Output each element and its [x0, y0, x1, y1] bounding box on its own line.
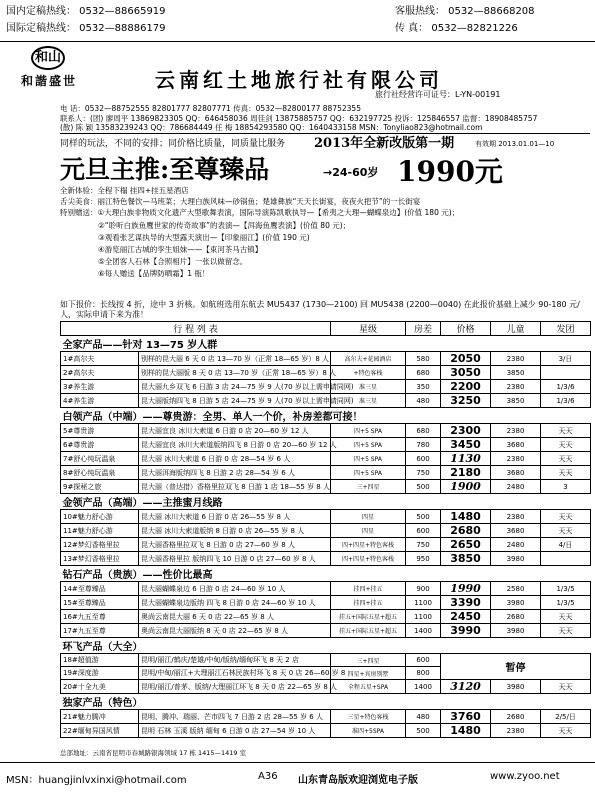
- promo-headline: 元旦主推:至尊臻品: [60, 155, 270, 184]
- validity-date: 有效期 2013.01.01—10: [475, 140, 555, 148]
- row-route-desc: 昆大丽蝴蝶泉边 6 日游 0 店 24—60 岁 10 人: [139, 582, 331, 596]
- row-child-price: 2380: [491, 452, 541, 466]
- row-route-name: 13#梦幻香格里拉: [61, 552, 139, 566]
- row-price: 1130: [441, 452, 491, 466]
- row-route-desc: 昆大丽洱海版纳四飞 8 日游 2 店 28—54 岁 6 人: [139, 466, 331, 480]
- contact-block: [60, 104, 590, 134]
- row-room-diff: 950: [406, 552, 441, 566]
- row-price: 3850: [441, 552, 491, 566]
- table-row[interactable]: [61, 538, 591, 552]
- row-room-diff: 500: [406, 510, 441, 524]
- row-price: 3050: [441, 366, 491, 380]
- row-room-diff: 680: [406, 366, 441, 380]
- row-room-diff: 350: [406, 380, 441, 394]
- row-star: 四+5 SPA: [331, 424, 406, 438]
- table-row[interactable]: [61, 352, 591, 366]
- section-header-row: [61, 566, 591, 582]
- row-room-diff: 800: [406, 667, 441, 680]
- contact-line: 联系人：(团) 廖周平 13869823305 QQ：646458036 周佳剑 13875885757 QQ：632197725 投诉：125846557 监督：18908485757: [60, 113, 538, 123]
- row-price: 3250: [441, 394, 491, 408]
- row-route-name: 3#养生游: [61, 380, 139, 394]
- row-price: 1990: [441, 582, 491, 596]
- row-star: 四星: [331, 510, 406, 524]
- row-route-name: 7#舒心纯玩温泉: [61, 452, 139, 466]
- row-price: 2650: [441, 538, 491, 552]
- row-star: 高尔夫+花园酒店: [331, 352, 406, 366]
- row-child-price: 2380: [491, 510, 541, 524]
- table-row[interactable]: [61, 552, 591, 566]
- feature-line: ②“聆听白族鱼鹰世家的传奇故事”的表演—【洱海鱼鹰表演】(价值 80 元)；: [98, 221, 351, 230]
- row-star: 四+四星+特色客栈: [331, 538, 406, 552]
- website-link[interactable]: www.zyoo.net: [490, 771, 560, 782]
- row-price: 1900: [441, 480, 491, 494]
- table-row[interactable]: [61, 596, 591, 610]
- section-title: 独家产品（特色）: [61, 694, 591, 710]
- row-route-name: 22#缅甸异国风情: [61, 724, 139, 738]
- row-price: 3120: [441, 680, 491, 694]
- table-row[interactable]: [61, 394, 591, 408]
- feature-line: 特别赠送：①大理白族非物质文化遗产大型歌舞表演，国际导演陈凯歌执导—【希夷之大理—蝴蝶泉边】(价值 180 元)；: [60, 208, 460, 217]
- row-departure: 天天: [541, 680, 591, 694]
- row-price: 3390: [441, 596, 491, 610]
- company-name: 云南红土地旅行社有限公司: [155, 68, 443, 92]
- row-child-price: 2580: [491, 582, 541, 596]
- row-room-diff: 480: [406, 710, 441, 724]
- row-departure: 天天: [541, 624, 591, 638]
- row-child-price: 3980: [491, 596, 541, 610]
- row-route-name: 14#至尊臻品: [61, 582, 139, 596]
- row-star: 三+四星: [331, 654, 406, 667]
- row-star: 准三星: [331, 394, 406, 408]
- feature-line: ③观看张艺谋执导的大型露天演出—【印象丽江】(价值 190 元): [98, 233, 310, 242]
- bottom-bar: [0, 762, 595, 794]
- domestic-hotline: 国内定稿热线： 0532—88665919: [6, 6, 166, 17]
- company-logo: [9, 46, 89, 92]
- section-title: 全家产品——针对 13—75 岁人群: [61, 336, 591, 352]
- row-room-diff: 600: [406, 654, 441, 667]
- row-child-price: 3680: [491, 466, 541, 480]
- row-route-desc: 昆大丽香格里拉双飞 8 日游 0 店 27—60 岁 8 人: [139, 538, 331, 552]
- row-route-desc: 昆大丽 冰川大索道 6 日游 0 店 28—54 岁 6 人: [139, 452, 331, 466]
- row-star: 挂五+国际五星+超五: [331, 624, 406, 638]
- table-row[interactable]: [61, 380, 591, 394]
- col-itinerary: 行 程 列 表: [61, 322, 331, 336]
- row-room-diff: 600: [406, 452, 441, 466]
- col-star: 星级: [331, 322, 406, 336]
- table-row[interactable]: [61, 624, 591, 638]
- row-departure: [541, 552, 591, 566]
- feature-line: ④游览丽江古城的孪生姐妹——【束河茶马古镇】: [98, 245, 263, 254]
- row-star: 挂四+挂五: [331, 596, 406, 610]
- edition-label: 2013年全新改版第一期: [314, 136, 455, 151]
- row-route-name: 17#九五至尊: [61, 624, 139, 638]
- row-departure: 1/3/6: [541, 380, 591, 394]
- table-row[interactable]: [61, 438, 591, 452]
- row-room-diff: 1100: [406, 610, 441, 624]
- section-header-row: [61, 694, 591, 710]
- table-row[interactable]: [61, 582, 591, 596]
- row-route-desc: 昆大丽（普达措）香格里拉双飞 8 日游 1 店 18—55 岁 8 人: [139, 480, 331, 494]
- section-title: 环飞产品（大全）: [61, 638, 591, 654]
- row-room-diff: 480: [406, 394, 441, 408]
- section-header-row: [61, 638, 591, 654]
- row-price: 1480: [441, 510, 491, 524]
- row-child-price: 2380: [491, 424, 541, 438]
- row-departure: 天天: [541, 524, 591, 538]
- row-route-name: 19#深度游: [61, 667, 139, 680]
- row-route-desc: 昆大丽九乡双飞 6 日游 3 店 24—75 岁 9 人(70 岁以上需申请同网): [139, 380, 331, 394]
- row-route-name: 15#至尊臻品: [61, 596, 139, 610]
- promo-tagline: 同样的玩法，不同的安排；同价格比质量，同质量比服务: [60, 139, 286, 149]
- row-star: 准三星: [331, 380, 406, 394]
- row-child-price: 3680: [491, 524, 541, 538]
- row-star: 四+5 SPA: [331, 452, 406, 466]
- row-departure: 天天: [541, 466, 591, 480]
- row-price: 1480: [441, 724, 491, 738]
- row-route-desc: 别样的昆大丽 6 天 0 店 13—70 岁（正常 18—65 岁）8 人: [139, 352, 331, 366]
- row-room-diff: 580: [406, 352, 441, 366]
- row-star: 四+四星+特色客栈: [331, 552, 406, 566]
- row-price: 2180: [441, 466, 491, 480]
- row-price: 3450: [441, 438, 491, 452]
- hotline-bar: [0, 0, 595, 42]
- col-child: 儿童: [491, 322, 541, 336]
- row-room-diff: 780: [406, 438, 441, 452]
- row-route-name: 20#十全九美: [61, 680, 139, 694]
- row-route-name: 4#养生游: [61, 394, 139, 408]
- col-room-diff: 房差: [406, 322, 441, 336]
- row-child-price: 2680: [491, 710, 541, 724]
- section-title: 钻石产品（贵族）——性价比最高: [61, 566, 591, 582]
- section-header-row: [61, 494, 591, 510]
- row-price: 2450: [441, 610, 491, 624]
- license-number: 旅行社经营许可证号：L-YN-00191: [375, 90, 501, 99]
- row-route-desc: 昆大丽宜良 冰川大索道版纳四飞 8 日游 0 店 20—60 岁 12 人: [139, 438, 331, 452]
- row-route-desc: 昆明/丽江/鹤庆/楚雄/中甸/版纳/缅甸环飞 8 天 2 店: [139, 654, 331, 667]
- row-child-price: 2380: [491, 724, 541, 738]
- pricing-note: 如下报价：长线按 4 折，途中 3 折核。如航班选用东航去 MU5437 (1730—2100) 回 MU5438 (2200—0040) 在此报价基础上减少 90-180 元/人，实际申请下来为准！: [60, 300, 580, 319]
- row-star: 四+5 SPA: [331, 438, 406, 452]
- col-departure: 发团: [541, 322, 591, 336]
- row-route-name: 2#高尔夫: [61, 366, 139, 380]
- promo-age: →24-60岁: [323, 166, 379, 179]
- row-child-price: 3980: [491, 624, 541, 638]
- table-row[interactable]: [61, 610, 591, 624]
- row-departure: 1/3/5: [541, 596, 591, 610]
- row-star: 四+5 SPA: [331, 466, 406, 480]
- row-room-diff: 1100: [406, 596, 441, 610]
- row-room-diff: 1400: [406, 680, 441, 694]
- row-departure: 3/日: [541, 352, 591, 366]
- row-route-desc: 奥尚云南昆大丽版纳 8 天 0 店 22—65 岁 8 人: [139, 624, 331, 638]
- section-header-row: [61, 336, 591, 352]
- logo-mark-icon: 和山: [31, 46, 65, 70]
- row-departure: 天天: [541, 724, 591, 738]
- section-header-row: [61, 408, 591, 424]
- row-room-diff: 1400: [406, 624, 441, 638]
- row-child-price: 2380: [491, 352, 541, 366]
- row-route-desc: 奥尚云南昆大丽 6 天 0 店 22—65 岁 8 人: [139, 610, 331, 624]
- row-departure: 天天: [541, 510, 591, 524]
- row-price: 2050: [441, 352, 491, 366]
- table-row[interactable]: [61, 466, 591, 480]
- table-row[interactable]: [61, 654, 591, 667]
- table-row[interactable]: [61, 424, 591, 438]
- row-route-name: 1#高尔夫: [61, 352, 139, 366]
- row-star: 四星+宾房别墅: [331, 667, 406, 680]
- row-star: 四星: [331, 524, 406, 538]
- row-departure: 天天: [541, 438, 591, 452]
- row-route-desc: 昆大丽版纳四飞 8 日游 5 店 24—75 岁 9 人(70 岁以上需申请同网): [139, 394, 331, 408]
- row-route-desc: 昆大丽蝴蝶泉边版纳 四飞 8 日游 0 店 24—60 岁 10 人: [139, 596, 331, 610]
- table-header-row: [61, 322, 591, 336]
- row-route-desc: 昆明、腾冲、瑞丽、芒市四飞 7 日游 2 店 28—55 岁 6 人: [139, 710, 331, 724]
- logo-text: 和諧盛世: [20, 74, 77, 88]
- feature-line: ⑥每人赠送【品牌防晒霜】1 瓶！: [98, 269, 210, 278]
- row-route-name: 12#梦幻香格里拉: [61, 538, 139, 552]
- row-departure: 2/5/日: [541, 710, 591, 724]
- row-room-diff: 500: [406, 480, 441, 494]
- row-route-name: 18#超值游: [61, 654, 139, 667]
- feature-line: ⑤全团客人石林【合照相片】一张以做留念。: [98, 257, 248, 266]
- row-room-diff: 750: [406, 538, 441, 552]
- row-price: 3990: [441, 624, 491, 638]
- row-child-price: 2680: [491, 610, 541, 624]
- service-hotline: 客服热线： 0532—88668208: [395, 6, 535, 17]
- row-route-desc: 昆明/丽江/普茅、版纳/大理丽江环飞 8 天 0 店 22—65 岁 8 人: [139, 680, 331, 694]
- row-child-price: 2480: [491, 538, 541, 552]
- row-departure: [541, 366, 591, 380]
- row-star: 挂五+国际五星+超五: [331, 610, 406, 624]
- row-departure: 1/3/5: [541, 582, 591, 596]
- row-room-diff: 900: [406, 582, 441, 596]
- row-child-price: 3980: [491, 552, 541, 566]
- row-departure: 4/日: [541, 538, 591, 552]
- row-room-diff: 750: [406, 466, 441, 480]
- contact-line: 电 话：0532—88752555 82801777 82807771 传真：0532—82800177 88752355: [60, 104, 361, 113]
- table-row[interactable]: [61, 366, 591, 380]
- row-route-name: 9#探秘之旅: [61, 480, 139, 494]
- table-row[interactable]: [61, 680, 591, 694]
- section-title: 白领产品（中端）——尊贵游：全男、单人一个价，补房差都可接！: [61, 408, 591, 424]
- row-star: 全程五星+SPA: [331, 680, 406, 694]
- row-departure: 天天: [541, 610, 591, 624]
- row-child-price: 3980: [491, 680, 541, 694]
- row-star: 三星+特色客栈: [331, 710, 406, 724]
- slogan-text: 山东青岛版欢迎浏览电子版: [298, 775, 418, 786]
- row-child-price: 3680: [491, 438, 541, 452]
- row-departure: 天天: [541, 452, 591, 466]
- fax-line: 传 真： 0532—82821226: [395, 23, 518, 34]
- row-star: +特色客栈: [331, 366, 406, 380]
- feature-line: 舌尖美食：丽江特色餐饮—马班菜；大理白族风味—砂锅鱼；楚雄彝族“天天长街宴，夜夜火把节”的一长街宴: [60, 197, 421, 206]
- table-row[interactable]: [61, 724, 591, 738]
- row-star: 挂四+挂五: [331, 582, 406, 596]
- row-route-desc: 昆大丽香格里拉 版纳四飞 10 日游 0 店 27—60 岁 8 人: [139, 552, 331, 566]
- row-route-name: 5#尊贵游: [61, 424, 139, 438]
- row-route-desc: 昆大丽 冰川大索道版纳 8 日游 0 店 26—55 岁 8 人: [139, 524, 331, 538]
- row-price: 2680: [441, 524, 491, 538]
- suspended-label: 暂停: [441, 654, 591, 680]
- row-route-name: 8#舒心纯玩温泉: [61, 466, 139, 480]
- row-star: 三+四星: [331, 480, 406, 494]
- row-route-name: 11#魅力舒心游: [61, 524, 139, 538]
- msn-contact: MSN：huangjinlvxinxi@hotmail.com: [6, 775, 187, 786]
- row-route-desc: 昆大丽 冰川大索道 6 日游 0 店 26—55 岁 8 人: [139, 510, 331, 524]
- row-route-desc: 昆大丽宜良 冰川大索道 6 日游 0 店 20—60 岁 12 人: [139, 424, 331, 438]
- row-route-desc: 别样的昆大丽版 8 天 0 店 13—70 岁（正常 18—65 岁）8 人: [139, 366, 331, 380]
- col-price: 价格: [441, 322, 491, 336]
- row-price: 3760: [441, 710, 491, 724]
- row-route-name: 10#魅力舒心游: [61, 510, 139, 524]
- table-row[interactable]: [61, 480, 591, 494]
- row-route-desc: 昆明 石林 玉溪 版纳 缅甸 6 日游 0 店 27—54 岁 10 人: [139, 724, 331, 738]
- row-star: 准四+5SPA: [331, 724, 406, 738]
- row-departure: 天天: [541, 424, 591, 438]
- page-number: A36: [258, 771, 278, 782]
- row-departure: 3: [541, 480, 591, 494]
- row-child-price: 3850: [491, 394, 541, 408]
- row-child-price: 2480: [491, 480, 541, 494]
- row-route-name: 6#尊贵游: [61, 438, 139, 452]
- row-room-diff: 680: [406, 424, 441, 438]
- row-route-name: 16#九五至尊: [61, 610, 139, 624]
- row-child-price: 3850: [491, 366, 541, 380]
- table-row[interactable]: [61, 524, 591, 538]
- table-row[interactable]: [61, 452, 591, 466]
- row-child-price: 2380: [491, 380, 541, 394]
- company-header: [5, 44, 590, 99]
- feature-line: 全新体验：全程下榻 挂四+挂五星酒店: [60, 186, 189, 195]
- section-title: 金领产品（高端）——主推蜜月线路: [61, 494, 591, 510]
- row-route-desc: 昆明/中甸/丽江+大理丽江石林民族村环飞 8 天 0 店 26—60 岁 8: [139, 667, 331, 680]
- row-price: 2300: [441, 424, 491, 438]
- row-room-diff: 600: [406, 524, 441, 538]
- itinerary-table: [60, 321, 591, 738]
- international-hotline: 国际定稿热线： 0532—88886179: [6, 23, 166, 34]
- promo-price: 1990元: [397, 155, 503, 188]
- table-row[interactable]: [61, 710, 591, 724]
- row-room-diff: 500: [406, 724, 441, 738]
- row-price: 2200: [441, 380, 491, 394]
- row-route-name: 21#魅力腾冲: [61, 710, 139, 724]
- contact-line: (散) 陈 颖 13583239243 QQ：786684449 任 梅 18854293580 QQ：1640433158 MSN：Tonyliao823@hotmail.com: [60, 123, 483, 132]
- table-row[interactable]: [61, 510, 591, 524]
- row-departure: 1/3/6: [541, 394, 591, 408]
- headquarters-address: 总部地址：云南省昆明市春城路银海领域 17 栋 1415—1419 室: [60, 749, 247, 757]
